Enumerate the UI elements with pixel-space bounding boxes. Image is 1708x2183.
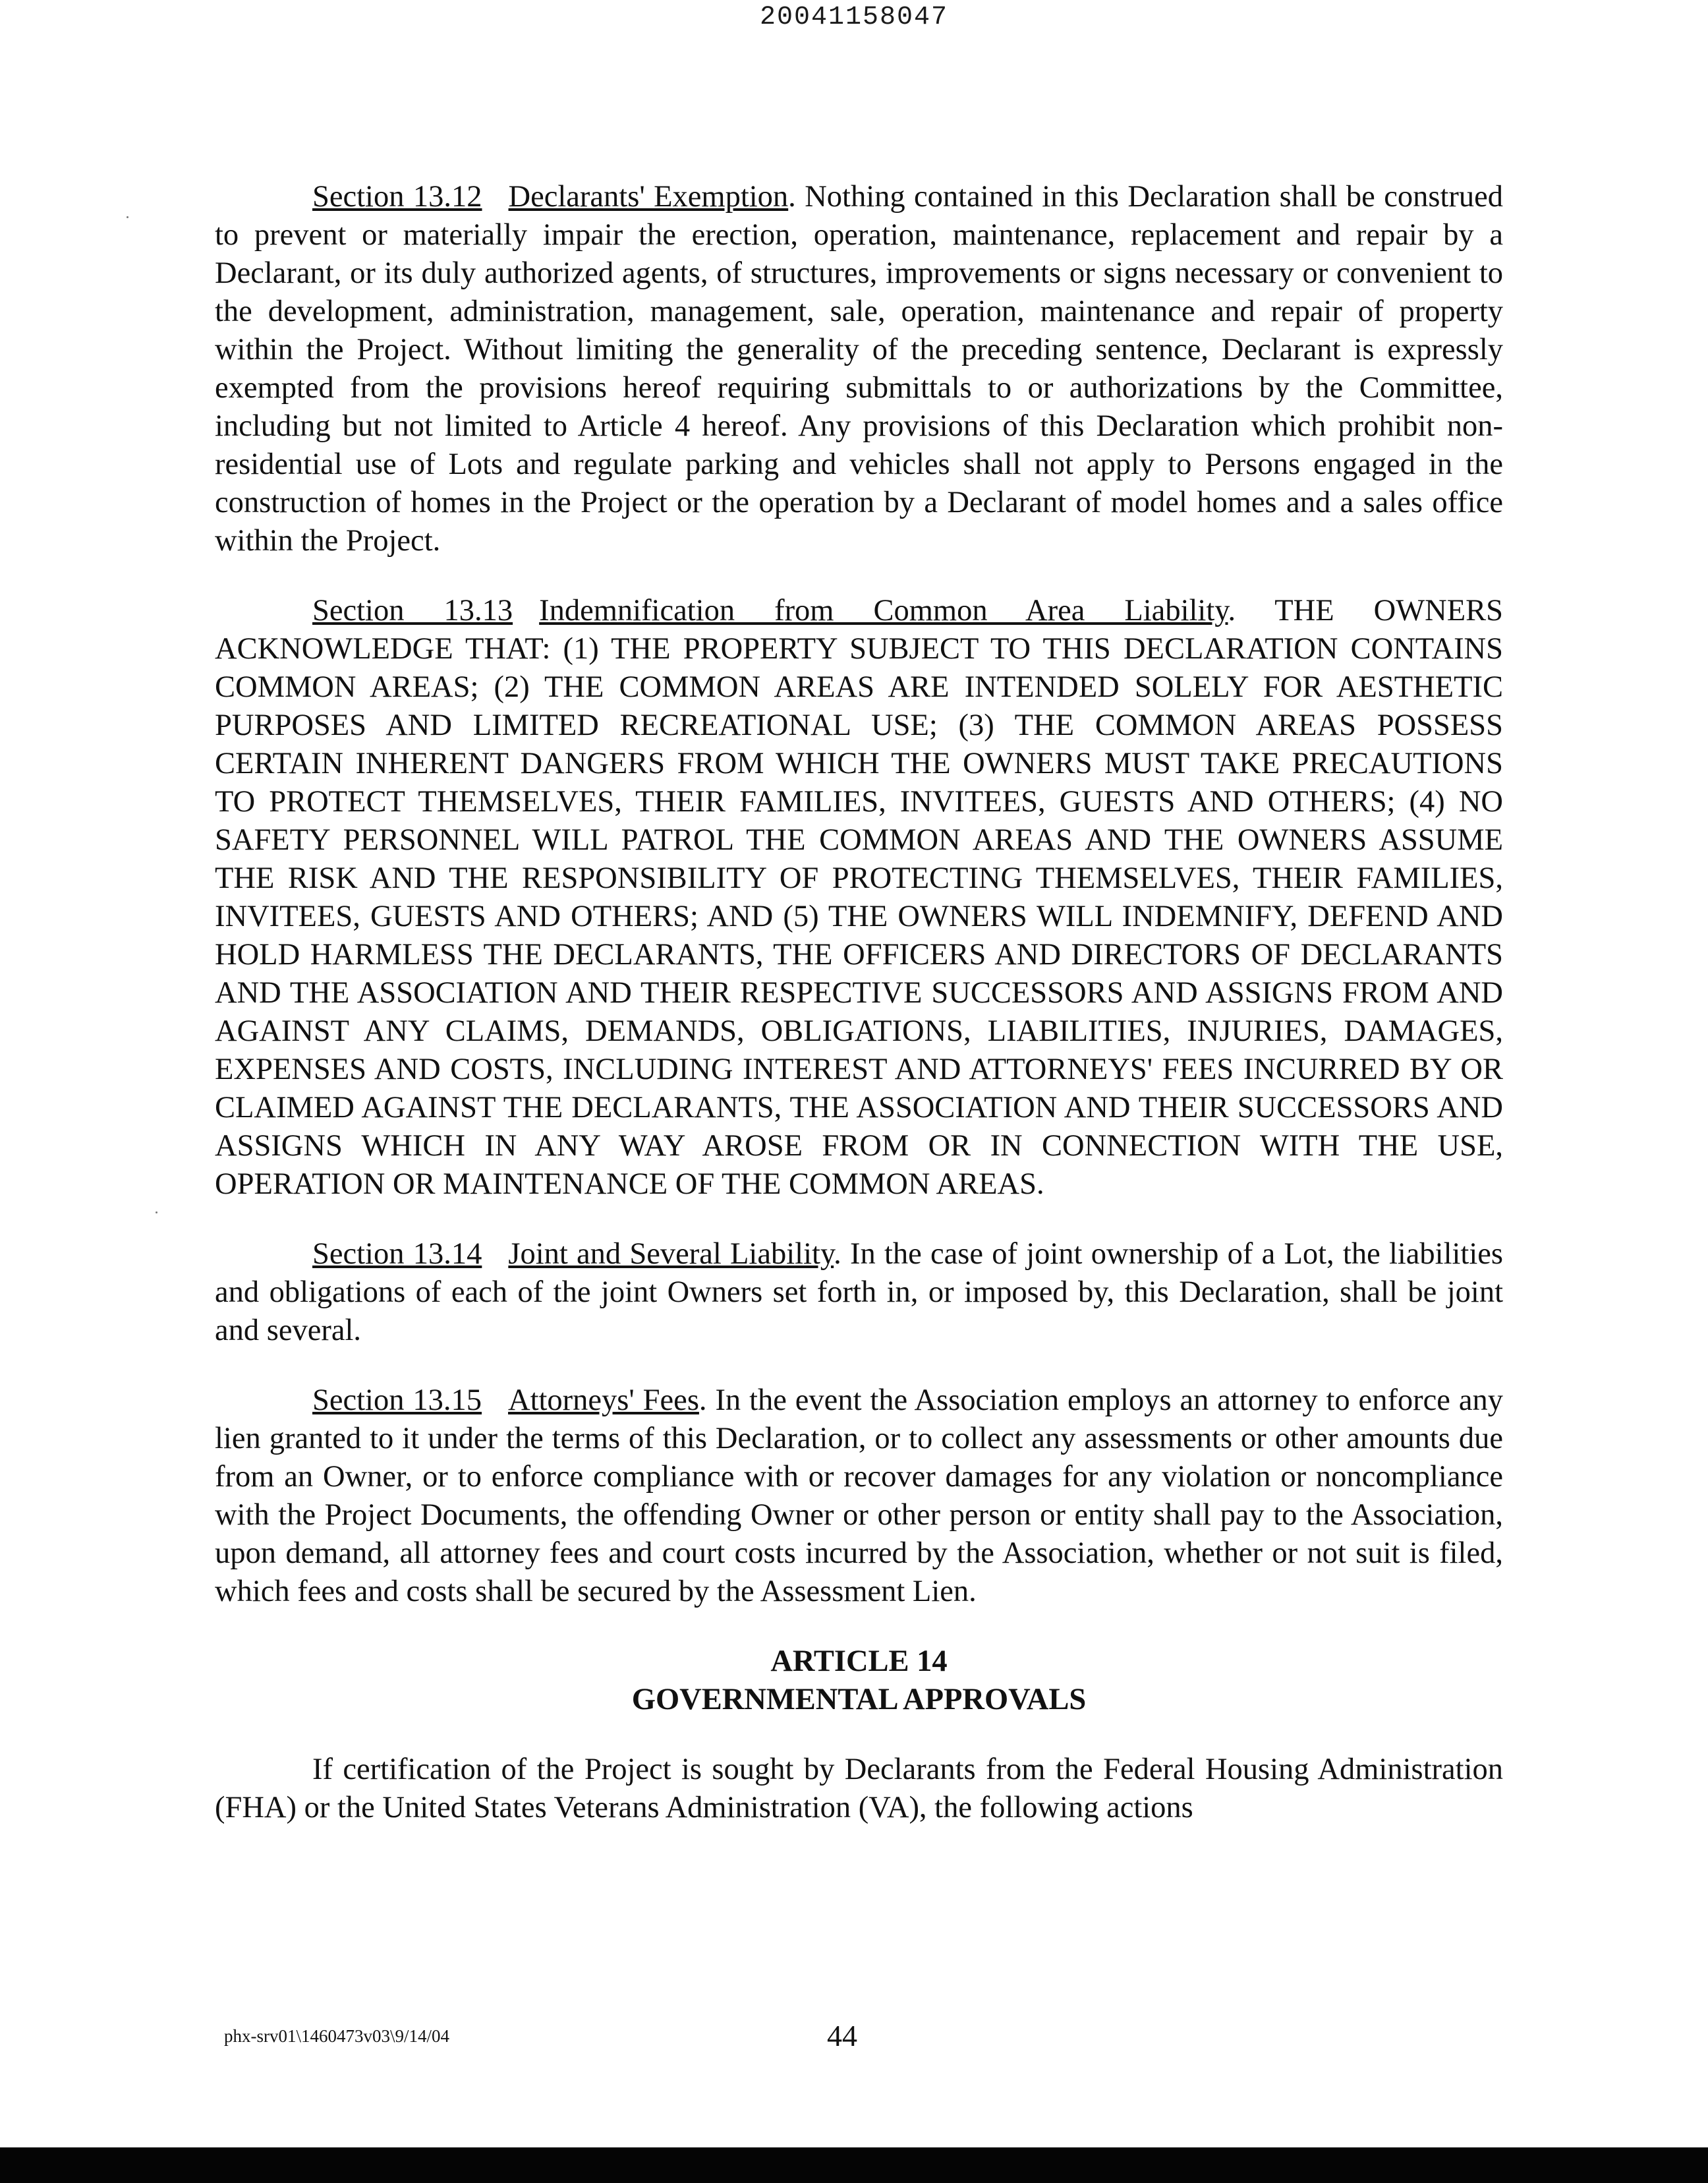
section-number: Section 13.12 bbox=[312, 180, 482, 214]
article-intro: If certification of the Project is sought by Declarants from the Federal Housing Administration (FHA) or the United States Veterans Administration (VA), the following actions bbox=[215, 1753, 1503, 1824]
section-number: Section 13.13 bbox=[312, 594, 513, 627]
footer-file-id: phx-srv01\1460473v03\9/14/04 bbox=[224, 2026, 449, 2046]
section-number: Section 13.14 bbox=[312, 1237, 482, 1271]
section-13-15 bbox=[215, 1382, 1503, 1611]
scan-speck bbox=[156, 1211, 157, 1213]
scan-speck bbox=[127, 216, 128, 218]
article-title: GOVERNMENTAL APPROVALS bbox=[631, 1683, 1087, 1716]
section-title: Declarants' Exemption bbox=[508, 180, 789, 214]
section-13-13 bbox=[215, 592, 1503, 1204]
section-body: . In the event the Association employs an attorney to enforce any lien granted to it under the terms of this Declaration, or to collect any assessments or other amounts due from an Owner, or to enforce compliance with or recover damages for any violation or noncompliance with the Project Documents, the offending Owner or other person or entity shall pay to the Association, upon demand, all attorney fees and court costs incurred by the Association, whether or not suit is filed, which fees and costs shall be secured by the Assessment Lien. bbox=[215, 1383, 1503, 1608]
section-body: . In the case of joint ownership of a Lot, the liabilities and obligations of each of the joint Owners set forth in, or imposed by, this Declaration, shall be joint and several. bbox=[215, 1237, 1503, 1347]
section-title: Joint and Several Liability bbox=[508, 1237, 834, 1271]
scan-border bbox=[0, 2147, 1708, 2183]
article-heading bbox=[215, 1643, 1503, 1719]
article-number: ARTICLE 14 bbox=[770, 1645, 948, 1678]
section-title: Attorneys' Fees bbox=[508, 1383, 699, 1417]
section-title: Indemnification from Common Area Liability bbox=[539, 594, 1228, 627]
document-number: 20041158047 bbox=[759, 3, 949, 32]
page-number: 44 bbox=[827, 2019, 857, 2052]
section-13-12 bbox=[215, 178, 1503, 560]
section-13-14 bbox=[215, 1235, 1503, 1350]
section-body: . Nothing contained in this Declaration shall be construed to prevent or materially impair the erection, operation, maintenance, replacement and repair by a Declarant, or its duly authorized agents, of structures, improvements or signs necessary or convenient to the development, administration, management, sale, operation, maintenance and repair of property within the Project. Without limiting the generality of the preceding sentence, Declarant is expressly exempted from the provisions hereof requiring submittals to or authorizations by the Committee, including but not limited to Article 4 hereof. Any provisions of this Declaration which prohibit non-residential use of Lots and regulate parking and vehicles shall not apply to Persons engaged in the construction of homes in the Project or the operation by a Declarant of model homes and a sales office within the Project. bbox=[215, 180, 1503, 558]
document-body bbox=[215, 178, 1503, 1859]
section-number: Section 13.15 bbox=[312, 1383, 482, 1417]
section-body: . THE OWNERS ACKNOWLEDGE THAT: (1) THE PROPERTY SUBJECT TO THIS DECLARATION CONTAINS COMMON AREAS; (2) THE COMMON AREAS ARE INTENDED SOLELY FOR AESTHETIC PURPOSES AND LIMITED RECREATIONAL USE; (3) THE COMMON AREAS POSSESS CERTAIN INHERENT DANGERS FROM WHICH THE OWNERS MUST TAKE PRECAUTIONS TO PROTECT THEMSELVES, THEIR FAMILIES, INVITEES, GUESTS AND OTHERS; (4) NO SAFETY PERSONNEL WILL PATROL THE COMMON AREAS AND THE OWNERS ASSUME THE RISK AND THE RESPONSIBILITY OF PROTECTING THEMSELVES, THEIR FAMILIES, INVITEES, GUESTS AND OTHERS; AND (5) THE OWNERS WILL INDEMNIFY, DEFEND AND HOLD HARMLESS THE DECLARANTS, THE OFFICERS AND DIRECTORS OF DECLARANTS AND THE ASSOCIATION AND THEIR RESPECTIVE SUCCESSORS AND ASSIGNS FROM AND AGAINST ANY CLAIMS, DEMANDS, OBLIGATIONS, LIABILITIES, INJURIES, DAMAGES, EXPENSES AND COSTS, INCLUDING INTEREST AND ATTORNEYS' FEES INCURRED BY OR CLAIMED AGAINST THE DECLARANTS, THE ASSOCIATION AND THEIR SUCCESSORS AND ASSIGNS WHICH IN ANY WAY AROSE FROM OR IN CONNECTION WITH THE USE, OPERATION OR MAINTENANCE OF THE COMMON AREAS. bbox=[215, 594, 1503, 1201]
